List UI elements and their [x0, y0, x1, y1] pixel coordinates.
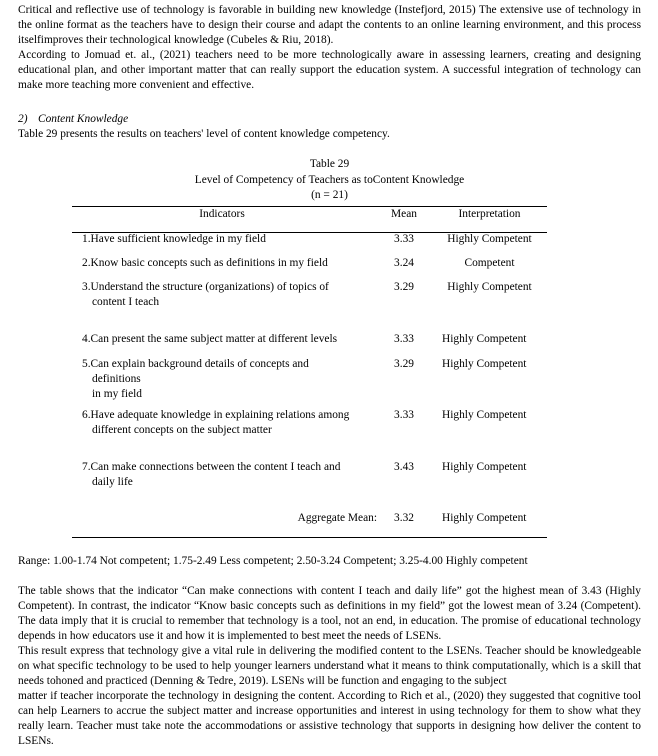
table-caption-title: Level of Competency of Teachers as toContent Knowledge — [194, 174, 465, 186]
indicator-text-line2: definitions — [92, 373, 141, 385]
interpretation-value: Highly Competent — [447, 281, 532, 293]
mean-value: 3.33 — [394, 233, 414, 245]
table-caption-number: Table 29 — [309, 158, 350, 170]
interpretation-value: Highly Competent — [442, 358, 527, 370]
section-intro: Table 29 presents the results on teachers' level of content knowledge competency. — [18, 128, 390, 140]
indicator-text: 6.Have adequate knowledge in explaining relations among different concepts on the subject matter — [82, 409, 350, 436]
interpretation-value: Highly Competent — [442, 333, 527, 345]
mean-value: 3.24 — [394, 257, 414, 269]
paragraph-technology-role — [18, 644, 641, 749]
paragraph-jomuad: According to Jomuad et. al., (2021) teachers need to be more technologically aware in assessing learners, creating and designing educational plan, and other important matter that can really support the education system. A successful integration of technology can make more teaching more convenient and effective. — [18, 49, 641, 91]
mean-value: 3.43 — [394, 461, 414, 473]
section-number: 2) — [18, 113, 28, 125]
aggregate-mean: 3.32 — [394, 512, 414, 524]
indicator-text: 3.Understand the structure (organizations) of topics of content I teach — [82, 281, 329, 308]
range-legend: Range: 1.00-1.74 Not competent; 1.75-2.49 Less competent; 2.50-3.24 Competent; 3.25-4.00 Highly competent — [18, 555, 528, 567]
indicator-text: 1.Have sufficient knowledge in my field — [82, 233, 266, 245]
interpretation-value: Highly Competent — [447, 233, 532, 245]
section-title: Content Knowledge — [38, 113, 129, 125]
paragraph-technology-role-part1: This result express that technology give a vital rule in delivering the modified content to the LSENs. Teacher should be knowledgeable on what specific technology to be used to help younger learners understand what it means to think computationally, which is a skill that needs tohoned and practiced (Denning & Tedre, 2019). LSENs will be function and engaging to the subject — [18, 645, 641, 687]
header-indicators: Indicators — [199, 208, 245, 220]
header-interpretation: Interpretation — [458, 208, 521, 220]
header-mean: Mean — [391, 208, 417, 220]
table-bottom-rule — [72, 537, 547, 538]
indicator-text: 2.Know basic concepts such as definitions in my field — [82, 257, 328, 269]
aggregate-interpretation: Highly Competent — [442, 512, 527, 524]
table-caption-n: (n = 21) — [311, 189, 348, 201]
interpretation-value: Highly Competent — [442, 409, 527, 421]
paragraph-table-discussion: The table shows that the indicator “Can make connections with content I teach and daily life” got the highest mean of 3.43 (Highly Competent). In contrast, the indicator “Know basic concepts such as definitions in my field” got the lowest mean of 3.24 (Competent). The data imply that it is crucial to remember that technology is a tool, not an end, in education. The promise of educational technology depends in how educators use it and how it is implemented to best meet the needs of LSENs. — [18, 585, 641, 642]
interpretation-value: Competent — [464, 257, 515, 269]
paragraph-technology-role-part2: matter if teacher incorporate the technology in designing the content. According to Rich et al., (2020) they suggested that cognitive tool can help Learners to accrue the subject matter and increase opportunities and interest in using technology for them to show what they really learn. Teacher must take note the accommodations or assistive technology that supports in designing how deliver the content to LSENs. — [18, 690, 641, 747]
mean-value: 3.33 — [394, 333, 414, 345]
paragraph-technology-knowledge: Critical and reflective use of technology is favorable in building new knowledge (Instefjord, 2015) The extensive use of technology in the online format as the teachers have to design their course and adapt the contents to an online learning environment, and this process itselfimproves their technological knowledge (Cubeles & Riu, 2018). — [18, 4, 641, 46]
mean-value: 3.29 — [394, 281, 414, 293]
aggregate-label: Aggregate Mean: — [297, 512, 377, 524]
mean-value: 3.33 — [394, 409, 414, 421]
interpretation-value: Highly Competent — [442, 461, 527, 473]
indicator-text: 4.Can present the same subject matter at different levels — [82, 333, 338, 345]
section-heading — [18, 112, 128, 127]
indicator-text: 7.Can make connections between the content I teach and daily life — [82, 461, 341, 488]
indicator-text: 5.Can explain background details of concepts and — [82, 358, 309, 370]
indicator-text-line3: in my field — [92, 388, 142, 400]
mean-value: 3.29 — [394, 358, 414, 370]
